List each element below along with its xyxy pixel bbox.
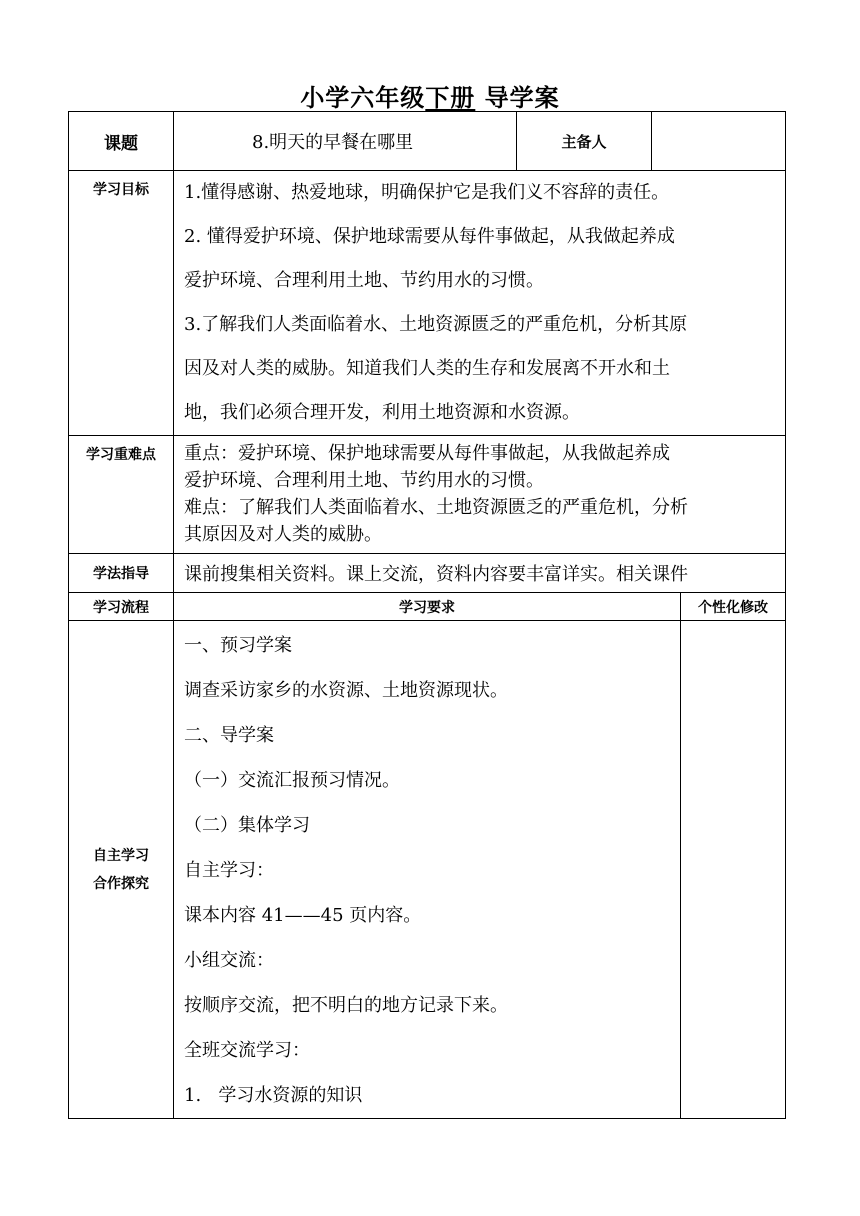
key-points-row <box>69 436 786 554</box>
method-label: 学法指导 <box>69 554 174 593</box>
key-point-line: 爱护环境、合理利用土地、节约用水的习惯。 <box>184 470 544 491</box>
method-row <box>69 554 786 593</box>
title-part-plan: 导学案 <box>475 84 560 112</box>
flow-header-requirements: 学习要求 <box>174 593 681 621</box>
flow-line: 1. 学习水资源的知识 <box>184 1085 363 1106</box>
preparer-value <box>652 112 786 171</box>
flow-line: 二、导学案 <box>184 725 274 746</box>
flow-line: 课本内容 41——45 页内容。 <box>184 905 422 926</box>
goals-row <box>69 171 786 436</box>
goal-line: 爱护环境、合理利用土地、节约用水的习惯。 <box>184 270 544 291</box>
goals-label: 学习目标 <box>69 171 174 436</box>
key-points-content <box>174 436 786 554</box>
flow-line: （二）集体学习 <box>184 815 310 836</box>
key-point-line: 其原因及对人类的威胁。 <box>184 524 382 545</box>
preparer-label: 主备人 <box>517 112 652 171</box>
key-point-line: 难点：了解我们人类面临着水、土地资源匮乏的严重危机，分析 <box>184 497 688 518</box>
topic-label: 课题 <box>69 112 174 171</box>
flow-line: 全班交流学习： <box>184 1040 310 1061</box>
flow-header-process: 学习流程 <box>69 593 174 621</box>
title-part-volume: 下册 <box>425 84 476 112</box>
flow-line: 自主学习： <box>184 860 274 881</box>
personal-notes-cell <box>681 621 786 1119</box>
topic-row <box>69 112 786 171</box>
flow-line: 调查采访家乡的水资源、土地资源现状。 <box>184 680 508 701</box>
study-plan-table <box>68 111 786 1119</box>
title-part-grade: 小学六年级 <box>300 84 426 112</box>
flow-line: 小组交流： <box>184 950 274 971</box>
key-point-line: 重点：爱护环境、保护地球需要从每件事做起，从我做起养成 <box>184 443 670 464</box>
flow-line: 一、预习学案 <box>184 635 292 656</box>
method-value: 课前搜集相关资料。课上交流，资料内容要丰富详实。相关课件 <box>174 554 786 593</box>
page-title <box>0 78 860 113</box>
goal-line: 2. 懂得爱护环境、保护地球需要从每件事做起，从我做起养成 <box>184 226 675 247</box>
goal-line: 1.懂得感谢、热爱地球，明确保护它是我们义不容辞的责任。 <box>184 182 670 203</box>
flow-label-line: 合作探究 <box>93 875 149 892</box>
goals-content <box>174 171 786 436</box>
flow-row <box>69 621 786 1119</box>
key-points-label: 学习重难点 <box>69 436 174 554</box>
goal-line: 3.了解我们人类面临着水、土地资源匮乏的严重危机，分析其原 <box>184 314 688 335</box>
flow-line: 按顺序交流，把不明白的地方记录下来。 <box>184 995 508 1016</box>
goal-line: 因及对人类的威胁。知道我们人类的生存和发展离不开水和土 <box>184 358 670 379</box>
flow-content <box>174 621 681 1119</box>
flow-label-line: 自主学习 <box>93 847 149 864</box>
goal-line: 地，我们必须合理开发，利用土地资源和水资源。 <box>184 402 580 423</box>
flow-header-row <box>69 593 786 621</box>
flow-label <box>69 621 174 1119</box>
flow-header-personal: 个性化修改 <box>681 593 786 621</box>
topic-value: 8.明天的早餐在哪里 <box>174 112 517 171</box>
flow-line: （一）交流汇报预习情况。 <box>184 770 400 791</box>
